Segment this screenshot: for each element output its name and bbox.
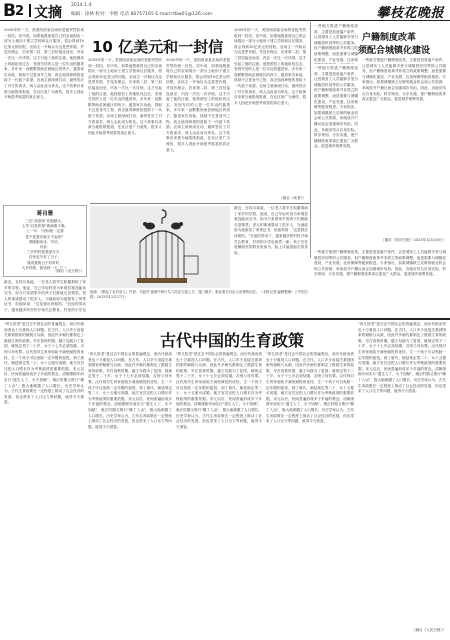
poem-line: 我刚刚读诗，写信， — [28, 239, 62, 244]
bottom-story-col3: "养儿防老"是过去中国社会的普遍观念，而历代统治者也十分重视人口问题。在古代，人口多少直接关系到国家的赋税与兵源，因此许多朝代都制定了鼓励生育的政策。早在春秋时期，越王勾践为了复国，就规定男子二十岁、女子十七岁必须结婚，否则父母有罪。汉代则对生育家庭给予减免赋役的优待，生一个孩子可以免除一定年限的徭役。到了唐代，朝廷规定男二十、女十五便可成婚，地方官员还把人口增长作为考核政绩的重要依据。宋元以后，民间普遍形成多子多福的观念。清朝康熙年间实行"滋生人丁，永不加赋"，雍正时期又推行"摊丁入亩"，极大地刺激了人口增长。历史学家认为，古代生育政策在一定程度上推动了社会经济的发展，但也带来了人口压力等问题，值得今天借鉴。 — [176, 352, 262, 429]
top-story-col3: 2005年的一天，美国西部某农场的老板突然收到一封信。信中说，如果他愿意将自己的农场捐出一部分土地用于建立学校和社区服务，将会得到10亿美元的回报。农场主一开始以为这是恶作剧，并没有理会，后来第二封、第三封信接连而至，内容一次比一次详细，这才引起了他的注意。他按照信上的地址找过去，发现写信的人是一位年迈的慈善家，多年来一直默默资助贫困地区的孩子。慈善家告诉他，钱财不过是身外之物，真正值得珍惜的是给下一代留下希望。农场主被深深打动，最终答应了对方的请求，两人由此成为挚友。这个故事后来被当地报纸报道，在社区里广为流传，很多人因此开始思考财富的真正意义。 — [166, 58, 230, 152]
bottom-story-title: 古代中国的生育政策 — [160, 331, 305, 350]
bottom-story-source: （摘自《人民日报》） — [411, 628, 446, 632]
top-story-col4: 2005年的一天，美国西部某农场的老板突然收到一封信。信中说，如果他愿意将自己的农场捐出一部分土地用于建立学校和社区服务，将会得到10亿美元的回报。农场主一开始以为这是恶作剧，并没有理会，后来第二封、第三封信接连而至，内容一次比一次详细，这才引起了他的注意。他按照信上的地址找过去，发现写信的人是一位年迈的慈善家，多年来一直默默资助贫困地区的孩子。慈善家告诉他，钱财不过是身外之物，真正值得珍惜的是给下一代留下希望。农场主被深深打动，最终答应了对方的请求，两人由此成为挚友。这个故事后来被当地报纸报道，在社区里广为流传，很多人因此开始思考财富的真正意义。 — [234, 28, 306, 105]
section-number: 2 — [15, 4, 25, 19]
poem-line: 大多时候，我读到一天（？） — [21, 265, 69, 270]
right-story-source: （摘自《经济日报》2013年12月30日） — [380, 238, 446, 242]
header-divider — [29, 4, 31, 17]
poem-box — [3, 205, 87, 277]
top-story-title: 10 亿美元和一封信 — [92, 38, 224, 56]
poem-line: 我说我的日子好时时， — [27, 260, 63, 265]
bird-cage-drawing — [90, 206, 230, 288]
poem-commentary: 最近，在四川某地，一位老人将毕生积蓄捐给了家乡的学校。他说，自己年轻时因为家境贫寒没能读完书，如今只希望家乡的孩子们都能走进课堂。老人的事迹感动了很多人，当地政府为他颁发了荣誉证书，但他却说："这是我应该做的。"在他的带动下，越来越多的村民开始关注教育，村里的小学也 — [4, 280, 86, 312]
bottom-section-divider — [0, 318, 450, 320]
mid-story: 最近，在四川某地，一位老人将毕生积蓄捐给了家乡的学校。他说，自己年轻时因为家境贫寒没能读完书，如今只希望家乡的孩子们都能走进课堂。老人的事迹感动了很多人，当地政府为他颁发了荣誉证书，但他却说："这是我应该做的。"在他的带动下，越来越多的村民开始关注教育，村里的小学也焕然一新。孩子们在宽敞明亮的教室里读书，脸上洋溢着灿烂的笑容。 — [234, 206, 308, 255]
poem-line: 在家也写好了日子。 — [28, 255, 62, 260]
poem-line: 上一年："房价就一定要 — [26, 229, 64, 234]
poem-line: 七年"百姓医保"看病难不难。 — [21, 224, 69, 229]
poem-source: （摘自《北方报》） — [53, 269, 84, 273]
column-divider — [310, 22, 311, 258]
right-story-intro: 一些地方推进户籍制度改革，主要是放宽落户条件，让进城务工人员能够享受与城镇居民同等的公共服务。但户籍制度改革并非孤立的政策调整，而是需要与城镇化建设、产业发展、住房保 — [314, 24, 358, 62]
bottom-story-col5: "养儿防老"是过去中国社会的普遍观念，而历代统治者也十分重视人口问题。在古代，人口多少直接关系到国家的赋税与兵源，因此许多朝代都制定了鼓励生育的政策。早在春秋时期，越王勾践为了复国，就规定男子二十岁、女子十七岁必须结婚，否则父母有罪。汉代则对生育家庭给予减免赋役的优待，生一个孩子可以免除一定年限的徭役。到了唐代，朝廷规定男二十、女十五便可成婚，地方官员还把人口增长作为考核政绩的重要依据。宋元以后，民间普遍形成多子多福的观念。清朝康熙年间实行"滋生人丁，永不加赋"，雍正时期又推行"摊丁入亩"，极大地刺激了人口增长。历史学家认为，古代生育政策在一定程度上推动了社会经济的发展，但也带来了人口压力等问题，值得今天借鉴。 — [358, 322, 446, 394]
right-story-col2: 一些地方推进户籍制度改革，主要是放宽落户条件，让进城务工人员能够享受与城镇居民同等的公共服务。但户籍制度改革并非孤立的政策调整，而是需要与城镇化建设、产业发展、住房保障等配套推进。专家指出，如果城镇缺乏足够的就业机会和公共资源，单纯放开户籍反而会加重城市负担。因此，各地应结合自身实际，科学规划、分步实施，使户籍制度改革真正惠及广大群众，促进城乡统筹发展。 — [362, 58, 446, 102]
right-story-title-line1: 户籍制度改革 — [362, 33, 417, 43]
right-story-continued: 一些地方推进户籍制度改革，主要是放宽落户条件，让进城务工人员能够享受与城镇居民同等的公共服务。但户籍制度改革并非孤立的政策调整，而是需要与城镇化建设、产业发展、住房保障等配套推进。专家指出，如果城镇缺乏足够的就业机会和公共资源，单纯放开户籍反而会加重城市负担。因此，各地应结合自身实际，科学规划、分步实施，使户籍制度改革真正惠及广大群众，促进城乡统筹发展。 — [314, 250, 446, 277]
right-story-col1: 一些地方推进户籍制度改革，主要是放宽落户条件，让进城务工人员能够享受与城镇居民同等的公共服务。但户籍制度改革并非孤立的政策调整，而是需要与城镇化建设、产业发展、住房保障等配套推进。专家指出，如果城镇缺乏足够的就业机会和公共资源，单纯放开户籍反而会加重城市负担。因此，各地应结合自身实际，科学规划、分步实施，使户籍制度改革真正惠及广大群众，促进城乡统筹发展。 — [314, 66, 358, 149]
bottom-story-col4: "养儿防老"是过去中国社会的普遍观念，而历代统治者也十分重视人口问题。在古代，人口多少直接关系到国家的赋税与兵源，因此许多朝代都制定了鼓励生育的政策。早在春秋时期，越王勾践为了复国，就规定男子二十岁、女子十七岁必须结婚，否则父母有罪。汉代则对生育家庭给予减免赋役的优待，生一个孩子可以免除一定年限的徭役。到了唐代，朝廷规定男二十、女十五便可成婚，地方官员还把人口增长作为考核政绩的重要依据。宋元以后，民间普遍形成多子多福的观念。清朝康熙年间实行"滋生人丁，永不加赋"，雍正时期又推行"摊丁入亩"，极大地刺激了人口增长。历史学家认为，古代生育政策在一定程度上推动了社会经济的发展，但也带来了人口压力等问题，值得今天借鉴。 — [266, 352, 354, 424]
image-caption: 绘画：《想起了农村亲人》作者：马振华 画面中两只鸟儿站在鸟笼上方，笼门敞开，象征着对自由与亲情的向往。（本报记者 编辑整理）（《中国日报》2013年12月27日） — [90, 290, 308, 299]
poem-line: 三亿"高富帅"比眼睛大， — [25, 219, 65, 223]
issue-date: 2014.1.4 — [71, 3, 92, 8]
top-story-col2: 2005年的一天，美国西部某农场的老板突然收到一封信。信中说，如果他愿意将自己的农场捐出一部分土地用于建立学校和社区服务，将会得到10亿美元的回报。农场主一开始以为这是恶作剧，并没有理会，后来第二封、第三封信接连而至，内容一次比一次详细，这才引起了他的注意。他按照信上的地址找过去，发现写信的人是一位年迈的慈善家，多年来一直默默资助贫困地区的孩子。慈善家告诉他，钱财不过是身外之物，真正值得珍惜的是给下一代留下希望。农场主被深深打动，最终答应了对方的请求，两人由此成为挚友。这个故事后来被当地报纸报道，在社区里广为流传，很多人因此开始思考财富的真正意义。 — [88, 58, 162, 135]
bottom-story-col2: "养儿防老"是过去中国社会的普遍观念，而历代统治者也十分重视人口问题。在古代，人口多少直接关系到国家的赋税与兵源，因此许多朝代都制定了鼓励生育的政策。早在春秋时期，越王勾践为了复国，就规定男子二十岁、女子十七岁必须结婚，否则父母有罪。汉代则对生育家庭给予减免赋役的优待，生一个孩子可以免除一定年限的徭役。到了唐代，朝廷规定男二十、女十五便可成婚，地方官员还把人口增长作为考核政绩的重要依据。宋元以后，民间普遍形成多子多福的观念。清朝康熙年间实行"滋生人丁，永不加赋"，雍正时期又推行"摊丁入亩"，极大地刺激了人口增长。历史学家认为，古代生育政策在一定程度上推动了社会经济的发展，但也带来了人口压力等问题，值得今天借鉴。 — [88, 352, 172, 429]
bird-cage-illustration — [90, 206, 230, 288]
bottom-story-col1: "养儿防老"是过去中国社会的普遍观念，而历代统治者也十分重视人口问题。在古代，人口多少直接关系到国家的赋税与兵源，因此许多朝代都制定了鼓励生育的政策。早在春秋时期，越王勾践为了复国，就规定男子二十岁、女子十七岁必须结婚，否则父母有罪。汉代则对生育家庭给予减免赋役的优待，生一个孩子可以免除一定年限的徭役。到了唐代，朝廷规定男二十、女十五便可成婚，地方官员还把人口增长作为考核政绩的重要依据。宋元以后，民间普遍形成多子多福的观念。清朝康熙年间实行"滋生人丁，永不加赋"，雍正时期又推行"摊丁入亩"，极大地刺激了人口增长。历史学家认为，古代生育政策在一定程度上推动了社会经济的发展，但也带来了人口压力等问题，值得今天借鉴。 — [4, 322, 84, 405]
top-story-divider — [90, 203, 310, 204]
top-story-source: （摘自《读者》） — [279, 196, 306, 200]
column-name: 文摘 — [34, 5, 62, 21]
poem-line: 诗说： — [39, 245, 51, 250]
masthead-logo: 攀枝花晚报 — [376, 6, 444, 21]
page-header — [0, 0, 450, 21]
section-letter: B — [3, 1, 16, 21]
editor-line: 编辑：徐林 校对：李艳 电话 86757165 E-mail:rtbw01@126.com — [71, 12, 213, 17]
poem-line: 三岁的时候我是写字， — [27, 250, 63, 255]
right-story-title-line2: 须配合城镇化建设 — [358, 46, 431, 56]
poem-author: 蒋自雅 — [36, 211, 54, 217]
top-story-col1: 2005年的一天，美国西部某农场的老板突然收到一封信。信中说，如果他愿意将自己的农场捐出一部分土地用于建立学校和社区服务，将会得到10亿美元的回报。农场主一开始以为这是恶作剧，并没有理会，后来第二封、第三封信接连而至，内容一次比一次详细，这才引起了他的注意。他按照信上的地址找过去，发现写信的人是一位年迈的慈善家，多年来一直默默资助贫困地区的孩子。慈善家告诉他，钱财不过是身外之物，真正值得珍惜的是给下一代留下希望。农场主被深深打动，最终答应了对方的请求，两人由此成为挚友。这个故事后来被当地报纸报道，在社区里广为流传，很多人因此开始思考财富的真正意义。 — [4, 28, 84, 100]
poem-line: 是不是我们就买不起房？ — [25, 234, 65, 239]
poem-body — [6, 219, 84, 271]
